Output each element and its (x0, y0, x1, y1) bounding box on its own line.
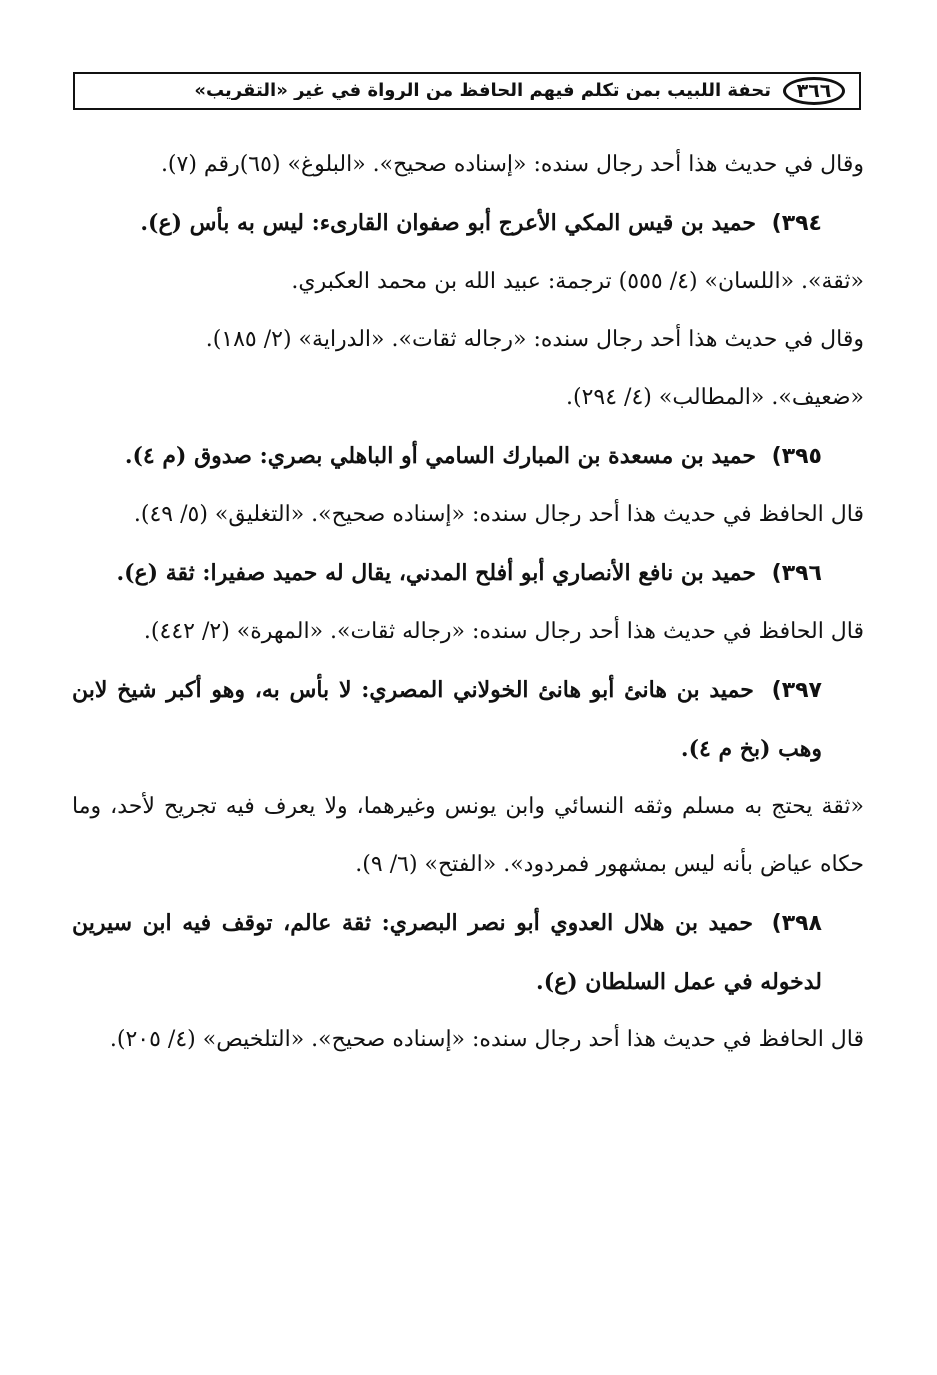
paragraph-note-3: وقال في حديث هذا أحد رجال سنده: «رجاله ثقات». «الدراية» (٢/ ١٨٥). (205, 327, 864, 352)
entry-text: حميد بن نافع الأنصاري أبو أفلح المدني، يقال له حميد صفيرا: ثقة (ع). (116, 560, 756, 586)
entry-text: حميد بن هلال العدوي أبو نصر البصري: ثقة عالم، توقف فيه ابن سيرين لدخوله في عمل السلطان (ع). (72, 910, 822, 995)
page-number: ٣٦٦ (783, 77, 845, 105)
paragraph-note-5: قال الحافظ في حديث هذا أحد رجال سنده: «إسناده صحيح». «التغليق» (٥/ ٤٩). (133, 502, 864, 527)
entry-number: ٣٩٧) (771, 678, 822, 703)
entry-398 (72, 894, 864, 1011)
entry-text: حميد بن مسعدة بن المبارك السامي أو الباهلي بصري: صدوق (م ٤). (124, 443, 756, 469)
page-header (73, 72, 861, 110)
page-body (72, 136, 864, 1069)
entry-396 (72, 544, 864, 603)
running-title: تحفة اللبيب بمن تكلم فيهم الحافظ من الرواة في غير «التقريب» (194, 82, 771, 100)
paragraph-note-6: قال الحافظ في حديث هذا أحد رجال سنده: «رجاله ثقات». «المهرة» (٢/ ٤٤٢). (143, 619, 864, 644)
paragraph-note-4: «ضعيف». «المطالب» (٤/ ٢٩٤). (566, 385, 864, 410)
entry-397 (72, 661, 864, 778)
entry-number: ٣٩٥) (771, 444, 822, 469)
paragraph-note-8: قال الحافظ في حديث هذا أحد رجال سنده: «إسناده صحيح». «التلخيص» (٤/ ٢٠٥). (109, 1027, 864, 1052)
entry-number: ٣٩٦) (771, 561, 822, 586)
entry-number: ٣٩٤) (771, 211, 822, 236)
paragraph-note-1: وقال في حديث هذا أحد رجال سنده: «إسناده صحيح». «البلوغ» (٦٥)رقم (٧). (160, 152, 864, 177)
paragraph-note-2: «ثقة». «اللسان» (٤/ ٥٥٥) ترجمة: عبيد الله بن محمد العكبري. (291, 269, 864, 294)
paragraph-note-7: «ثقة يحتج به مسلم وثقه النسائي وابن يونس وغيرهما، ولا يعرف فيه تجريح لأحد، وما حكاه عياض بأنه ليس بمشهور فمردود». «الفتح» (٦/ ٩). (72, 794, 864, 877)
entry-number: ٣٩٨) (771, 911, 822, 936)
entry-text: حميد بن قيس المكي الأعرج أبو صفوان القارىء: ليس به بأس (ع). (140, 210, 756, 236)
entry-394 (72, 194, 864, 253)
entry-395 (72, 427, 864, 486)
entry-text: حميد بن هانئ أبو هانئ الخولاني المصري: لا بأس به، وهو أكبر شيخ لابن وهب (بخ م ٤). (72, 677, 822, 762)
